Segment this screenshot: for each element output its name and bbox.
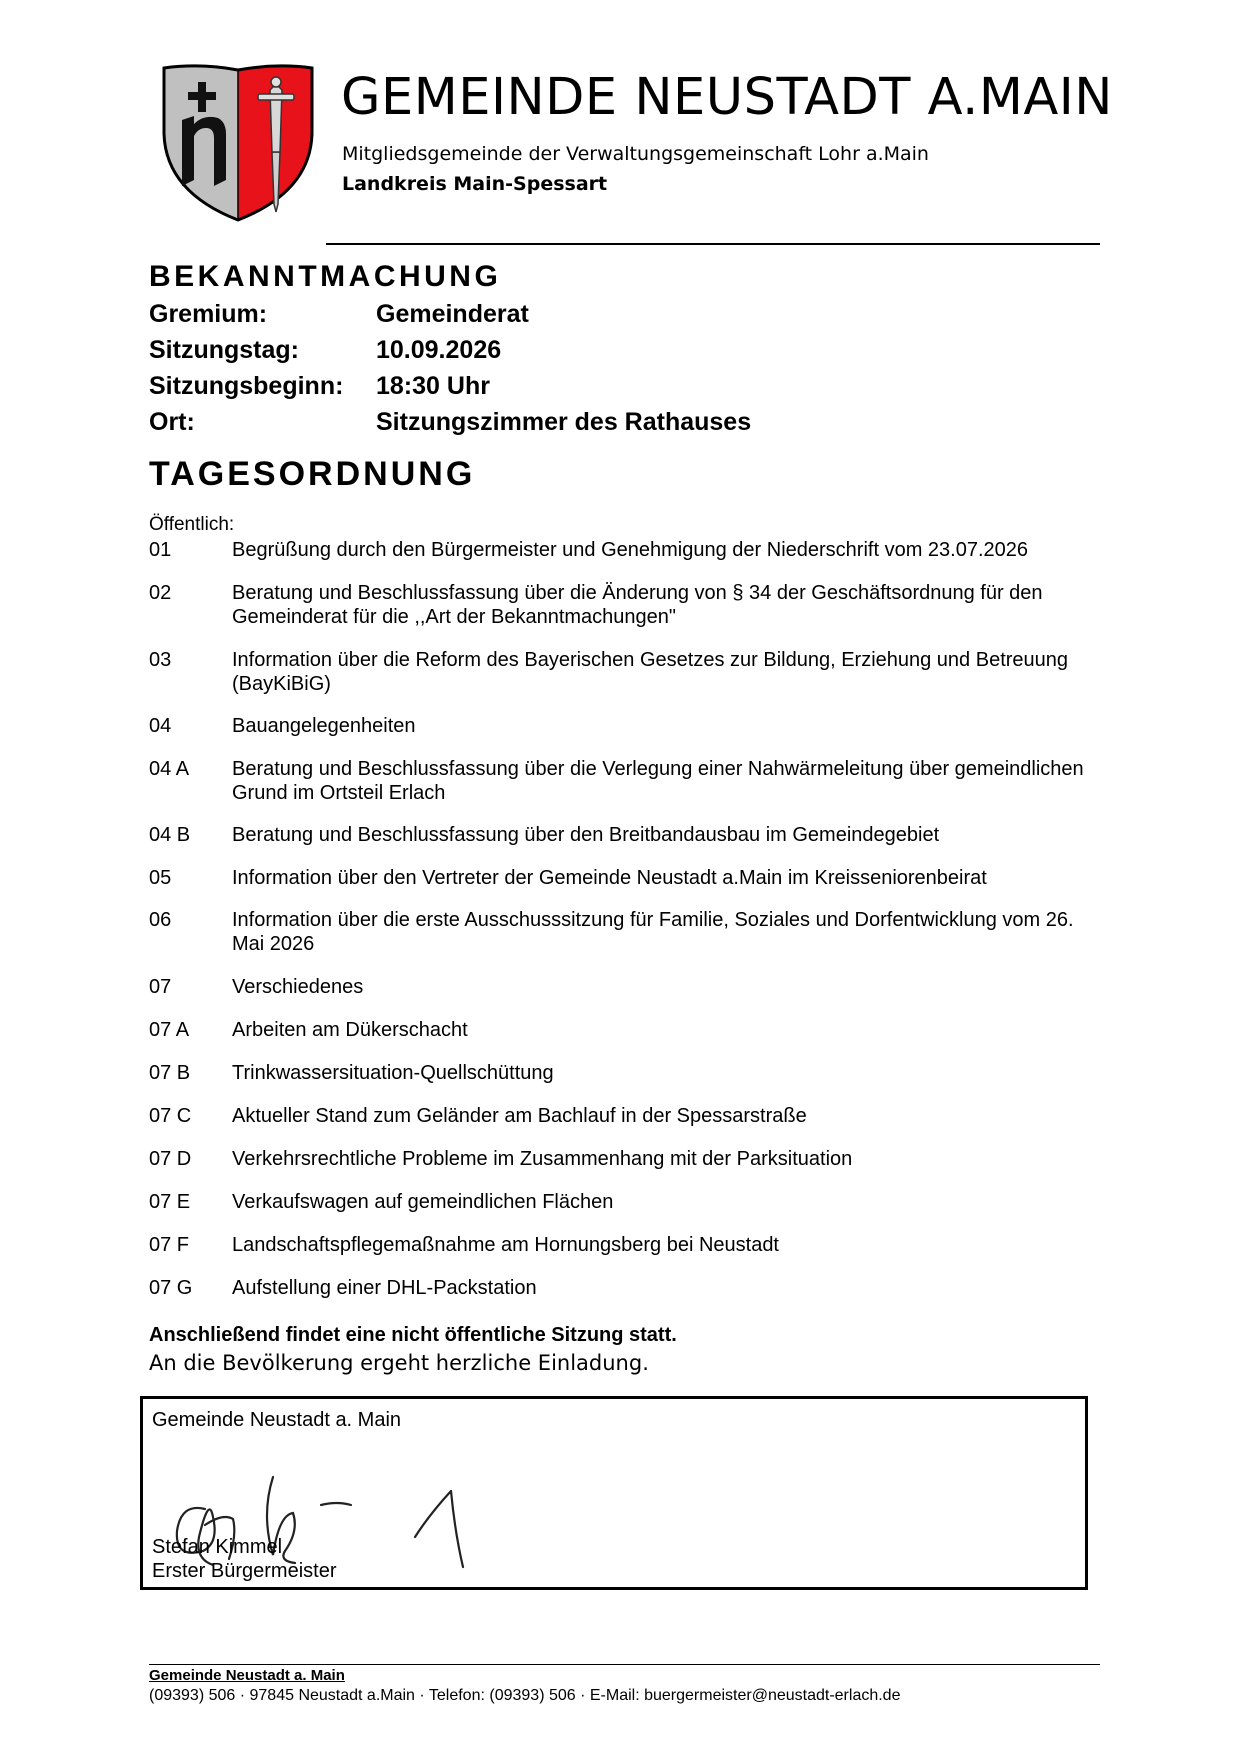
- detail-label: Ort:: [149, 408, 195, 436]
- agenda-item-number: 07 F: [149, 1234, 190, 1256]
- detail-value: 10.09.2026: [376, 336, 502, 364]
- agenda-item-number: 07 E: [149, 1191, 191, 1213]
- agenda-item-text: Information über den Vertreter der Gemeinde Neustadt a.Main im Kreisseniorenbeirat: [232, 867, 987, 889]
- agenda-item-number: 03: [149, 649, 172, 671]
- agenda-item: [149, 538, 1089, 581]
- agenda-item-number: 07 G: [149, 1277, 193, 1299]
- agenda-item-number: 07 B: [149, 1062, 191, 1084]
- agenda-item: [149, 823, 1089, 866]
- agenda-item-number: 07: [149, 976, 172, 998]
- agenda-item-text: Verschiedenes: [232, 976, 364, 998]
- detail-value: Gemeinderat: [376, 300, 529, 328]
- agenda-item-number: 07 A: [149, 1019, 190, 1041]
- agenda-item: [149, 581, 1089, 648]
- signature-box: [140, 1396, 1088, 1590]
- agenda-item-number: 02: [149, 582, 172, 604]
- agenda-item-number: 04 B: [149, 824, 191, 846]
- agenda-item-number: 04 A: [149, 758, 190, 780]
- agenda-item: [149, 1104, 1089, 1147]
- footer-contact: (09393) 506 · 97845 Neustadt a.Main · Telefon: (09393) 506 · E-Mail: buergermeister@neustadt-erlach.de: [149, 1687, 901, 1704]
- agenda-item: [149, 1190, 1089, 1233]
- detail-value: Sitzungszimmer des Rathauses: [376, 408, 752, 436]
- signature-org: Gemeinde Neustadt a. Main: [152, 1409, 402, 1431]
- notice-heading: BEKANNTMACHUNG: [149, 260, 502, 293]
- agenda-item: [149, 714, 1089, 757]
- detail-row: [149, 296, 1049, 332]
- agenda-item-text: Information über die erste Ausschusssitzung für Familie, Soziales und Dorfentwicklung vom 26. Mai 2026: [232, 909, 1074, 955]
- agenda-item-text: Arbeiten am Dükerschacht: [232, 1019, 468, 1041]
- agenda-section-label: Öffentlich:: [149, 514, 235, 535]
- detail-row: [149, 368, 1049, 404]
- agenda-item-text: Aktueller Stand zum Geländer am Bachlauf in der Spessarstraße: [232, 1105, 807, 1127]
- signatory-name: Stefan Kimmel: [152, 1536, 283, 1558]
- detail-label: Sitzungsbeginn:: [149, 372, 344, 400]
- footer-org-name: Gemeinde Neustadt a. Main: [149, 1667, 345, 1684]
- agenda-item-number: 07 C: [149, 1105, 192, 1127]
- agenda-item-text: Landschaftspflegemaßnahme am Hornungsberg bei Neustadt: [232, 1234, 779, 1256]
- agenda-item: [149, 1147, 1089, 1190]
- agenda-item: [149, 908, 1089, 975]
- coat-of-arms-icon: [160, 62, 316, 224]
- header-divider: [326, 243, 1100, 245]
- agenda-item-text: Trinkwassersituation-Quellschüttung: [232, 1062, 554, 1084]
- agenda-item: [149, 648, 1089, 714]
- agenda-list: [149, 538, 1089, 1319]
- detail-row: [149, 404, 1049, 440]
- agenda-item-text: Begrüßung durch den Bürgermeister und Genehmigung der Niederschrift vom 23.07.2026: [232, 539, 1029, 561]
- detail-value: 18:30 Uhr: [376, 372, 490, 400]
- agenda-heading: TAGESORDNUNG: [149, 455, 476, 493]
- page-title: GEMEINDE NEUSTADT A.MAIN: [341, 68, 1113, 127]
- agenda-item-number: 06: [149, 909, 172, 931]
- agenda-item-text: Verkaufswagen auf gemeindlichen Flächen: [232, 1191, 614, 1213]
- agenda-item: [149, 1018, 1089, 1061]
- agenda-item-text: Beratung und Beschlussfassung über die Änderung von § 34 der Geschäftsordnung für den Gemeinderat für die ,,Art der Bekanntmachungen": [232, 582, 1043, 628]
- agenda-item-number: 05: [149, 867, 172, 889]
- agenda-item-text: Beratung und Beschlussfassung über den Breitbandausbau im Gemeindegebiet: [232, 824, 940, 846]
- agenda-item-text: Verkehrsrechtliche Probleme im Zusammenhang mit der Parksituation: [232, 1148, 853, 1170]
- agenda-item: [149, 1061, 1089, 1104]
- footer-divider: [149, 1664, 1100, 1665]
- detail-row: [149, 332, 1049, 368]
- detail-label: Gremium:: [149, 300, 268, 328]
- agenda-item-text: Beratung und Beschlussfassung über die Verlegung einer Nahwärmeleitung über gemeindlichen Grund im Ortsteil Erlach: [232, 758, 1084, 804]
- agenda-item: [149, 757, 1089, 823]
- agenda-item-text: Aufstellung einer DHL-Packstation: [232, 1277, 537, 1299]
- agenda-item-number: 04: [149, 715, 172, 737]
- agenda-item: [149, 866, 1089, 908]
- signatory-role: Erster Bürgermeister: [152, 1560, 337, 1582]
- org-subtitle: Mitgliedsgemeinde der Verwaltungsgemeinschaft Lohr a.Main: [342, 143, 929, 165]
- nonpublic-session-note: Anschließend findet eine nicht öffentliche Sitzung statt.: [149, 1324, 677, 1346]
- agenda-item: [149, 1233, 1089, 1276]
- detail-label: Sitzungstag:: [149, 336, 299, 364]
- meeting-details: [149, 296, 1049, 440]
- agenda-item-number: 01: [149, 539, 172, 561]
- agenda-item-text: Information über die Reform des Bayerischen Gesetzes zur Bildung, Erziehung und Betreuung (BayKiBiG): [232, 649, 1069, 695]
- agenda-item-number: 07 D: [149, 1148, 192, 1170]
- agenda-item-text: Bauangelegenheiten: [232, 715, 416, 737]
- agenda-item: [149, 1276, 1089, 1319]
- agenda-item: [149, 975, 1089, 1018]
- invitation-text: An die Bevölkerung ergeht herzliche Einladung.: [149, 1351, 649, 1375]
- org-county: Landkreis Main-Spessart: [342, 173, 608, 195]
